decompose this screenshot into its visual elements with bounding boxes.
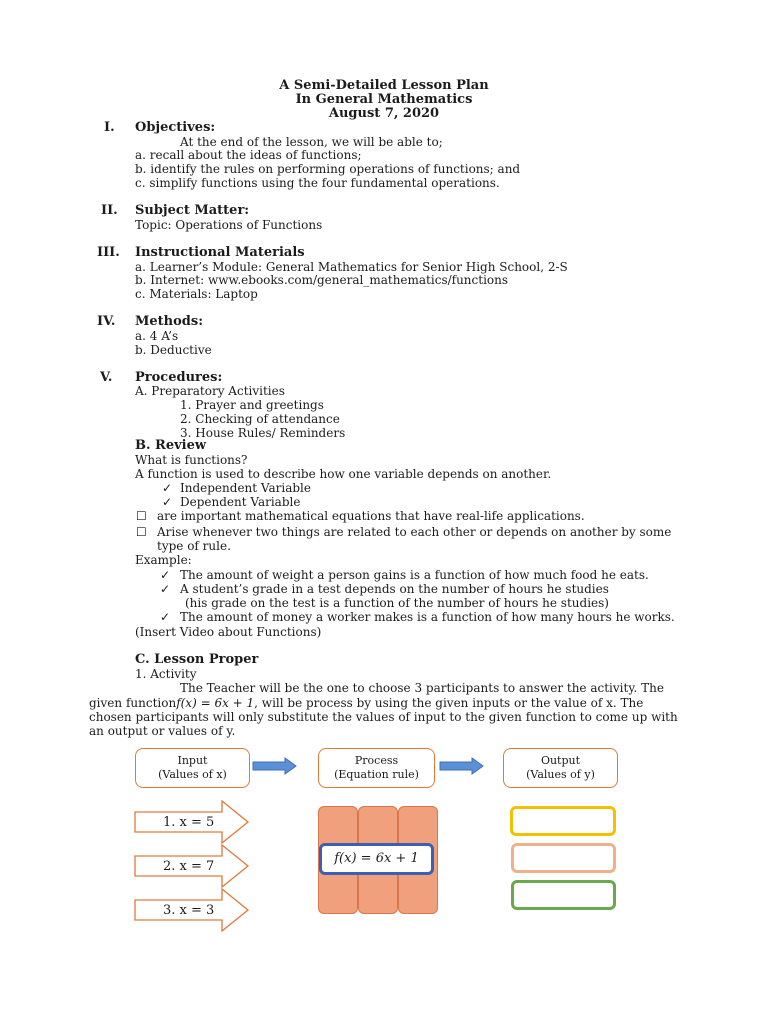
- review-question: What is functions?: [135, 453, 248, 467]
- title-line-2: In General Mathematics: [295, 92, 473, 107]
- input-value-label: 2. x = 7: [163, 859, 215, 874]
- checkbox-icon: ☐: [136, 509, 147, 523]
- input-header-box: [135, 748, 250, 788]
- example-item: The amount of weight a person gains is a function of how much food he eats.: [180, 568, 649, 582]
- input-value-label: 3. x = 3: [163, 903, 215, 918]
- output-answer-box[interactable]: [511, 880, 616, 910]
- activity-paragraph-line: [89, 696, 643, 710]
- section-heading-procedures: Procedures:: [135, 370, 223, 385]
- input-header-subtitle: (Values of x): [158, 768, 227, 781]
- input-header-title: Input: [177, 754, 208, 767]
- review-heading: B. Review: [135, 438, 207, 453]
- section-number: I.: [104, 120, 115, 135]
- checkmark-icon: ✓: [160, 568, 171, 582]
- section-number: II.: [101, 203, 118, 218]
- method-item: b. Deductive: [135, 343, 212, 357]
- section-heading-methods: Methods:: [135, 314, 203, 329]
- process-header-box: [318, 748, 435, 788]
- lesson-proper-heading: C. Lesson Proper: [135, 652, 259, 667]
- section-number: V.: [100, 370, 113, 385]
- example-label: Example:: [135, 553, 192, 567]
- material-item: b. Internet: www.ebooks.com/general_mathematics/functions: [135, 273, 509, 287]
- objective-item: a. recall about the ideas of functions;: [135, 148, 362, 162]
- example-item-continued: (his grade on the test is a function of the number of hours he studies): [185, 596, 609, 610]
- checkmark-icon: ✓: [162, 495, 173, 509]
- right-arrow-icon: [439, 757, 484, 775]
- checkmark-icon: ✓: [162, 481, 173, 495]
- output-header-title: Output: [540, 754, 581, 767]
- section-heading-subject: Subject Matter:: [135, 203, 250, 218]
- section-heading-objectives: Objectives:: [135, 120, 216, 135]
- activity-paragraph-line: chosen participants will only substitute the values of input to the given function to come up with: [89, 710, 678, 724]
- process-header-title: Process: [354, 754, 399, 767]
- preparatory-item: 1. Prayer and greetings: [180, 398, 324, 412]
- objective-item: c. simplify functions using the four fundamental operations.: [135, 176, 500, 190]
- method-item: a. 4 A’s: [135, 329, 179, 343]
- preparatory-item: 3. House Rules/ Reminders: [180, 426, 346, 440]
- checkmark-icon: ✓: [160, 582, 171, 596]
- inline-function: f(x) = 6x + 1: [176, 696, 255, 710]
- right-arrow-icon: [252, 757, 297, 775]
- checklist-item: Independent Variable: [180, 481, 311, 495]
- output-header-subtitle: (Values of y): [526, 768, 595, 781]
- checkbox-icon: ☐: [136, 525, 147, 539]
- objectives-intro: At the end of the lesson, we will be able to;: [180, 135, 443, 149]
- paragraph-text: given function: [89, 696, 177, 710]
- subject-topic: Topic: Operations of Functions: [135, 218, 323, 232]
- process-header-subtitle: (Equation rule): [334, 768, 419, 781]
- output-answer-box[interactable]: [510, 806, 616, 836]
- material-item: c. Materials: Laptop: [135, 287, 258, 301]
- activity-label: 1. Activity: [135, 667, 197, 681]
- section-number: III.: [97, 245, 120, 260]
- activity-paragraph-line: an output or values of y.: [89, 724, 236, 738]
- paragraph-text: , will be process by using the given inputs or the value of x. The: [254, 696, 644, 710]
- bullet-item: are important mathematical equations that have real-life applications.: [157, 509, 585, 523]
- review-definition: A function is used to describe how one variable depends on another.: [135, 467, 552, 481]
- preparatory-item: 2. Checking of attendance: [180, 412, 340, 426]
- checklist-item: Dependent Variable: [180, 495, 301, 509]
- bullet-item: Arise whenever two things are related to each other or depends on another by some: [157, 525, 672, 539]
- section-heading-materials: Instructional Materials: [135, 245, 305, 260]
- example-item: A student’s grade in a test depends on the number of hours he studies: [180, 582, 609, 596]
- objective-item: b. identify the rules on performing operations of functions; and: [135, 162, 521, 176]
- title-line-3: August 7, 2020: [328, 106, 440, 121]
- input-value-label: 1. x = 5: [163, 815, 215, 830]
- section-number: IV.: [97, 314, 116, 329]
- material-item: a. Learner’s Module: General Mathematics for Senior High School, 2-S: [135, 260, 568, 274]
- activity-paragraph-line: The Teacher will be the one to choose 3 participants to answer the activity. The: [180, 681, 664, 695]
- output-header-box: [503, 748, 618, 788]
- checkmark-icon: ✓: [160, 610, 171, 624]
- bullet-item-continued: type of rule.: [157, 539, 231, 553]
- video-note: (Insert Video about Functions): [135, 625, 322, 639]
- example-item: The amount of money a worker makes is a function of how many hours he works.: [180, 610, 675, 624]
- output-answer-box[interactable]: [511, 843, 616, 873]
- function-rule-box: f(x) = 6x + 1: [319, 843, 434, 875]
- title-line-1: A Semi-Detailed Lesson Plan: [279, 78, 489, 93]
- preparatory-heading: A. Preparatory Activities: [135, 384, 285, 398]
